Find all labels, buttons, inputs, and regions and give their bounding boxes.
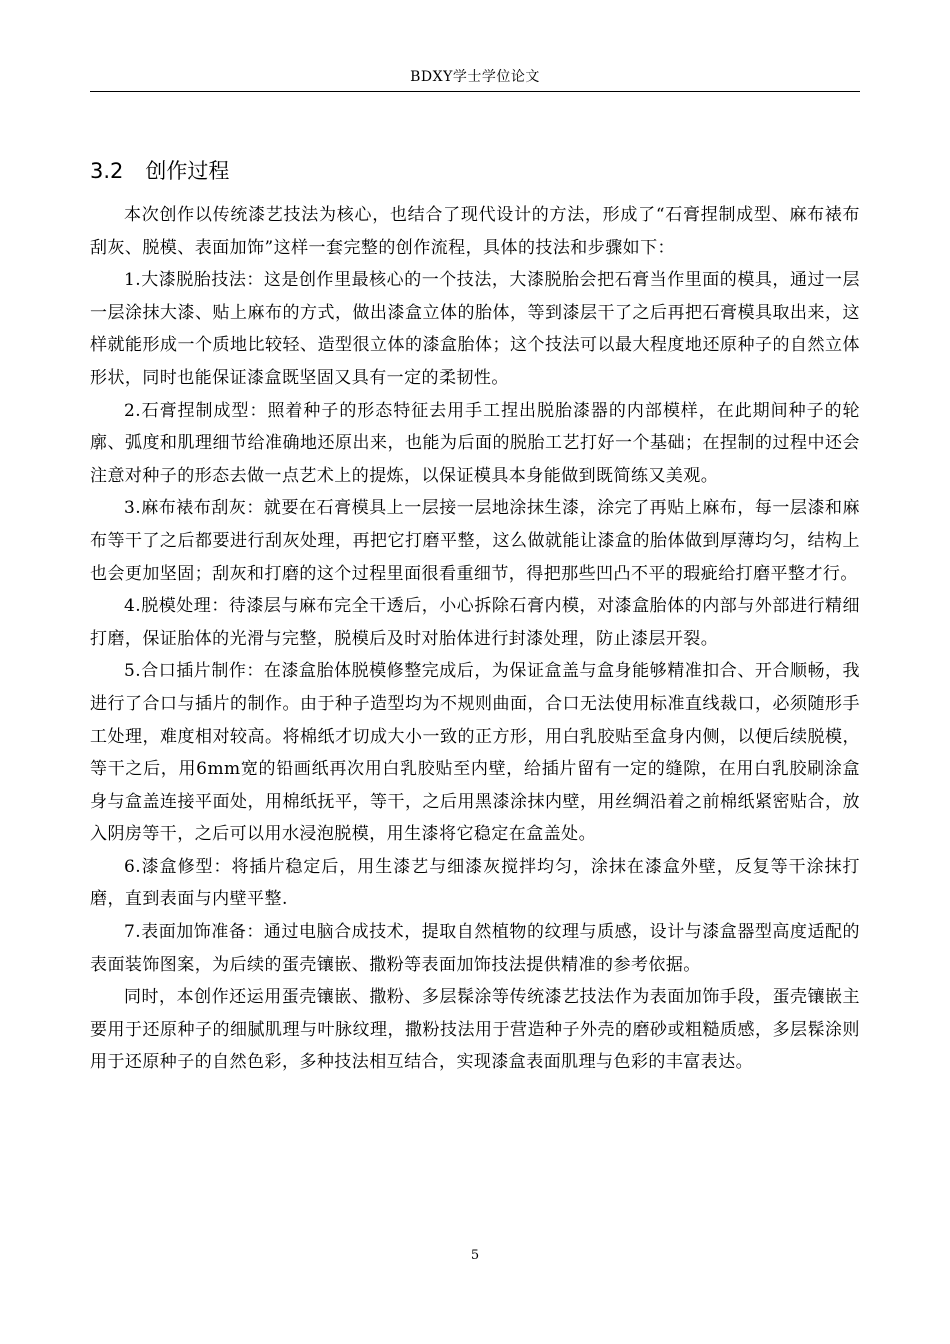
header-rule <box>90 91 860 92</box>
paragraph-step-7: 7.表面加饰准备：通过电脑合成技术，提取自然植物的纹理与质感，设计与漆盒器型高度适配的表面装饰图案，为后续的蛋壳镶嵌、撒粉等表面加饰技法提供精准的参考依据。 <box>90 922 860 975</box>
paragraph-step-2: 2.石膏捏制成型：照着种子的形态特征去用手工捏出脱胎漆器的内部模样，在此期间种子的轮廓、弧度和肌理细节给准确地还原出来，也能为后面的脱胎工艺打好一个基础；在捏制的过程中还会注意对种子的形态去做一点艺术上的提炼，以保证模具本身能做到既简练又美观。 <box>90 400 860 486</box>
section-number: 3.2 <box>90 159 124 183</box>
section-title-text: 创作过程 <box>145 159 230 183</box>
paragraph-conclusion: 同时，本创作还运用蛋壳镶嵌、撒粉、多层髹涂等传统漆艺技法作为表面加饰手段，蛋壳镶嵌主要用于还原种子的细腻肌理与叶脉纹理，撒粉技法用于营造种子外壳的磨砂或粗糙质感，多层髹涂则用于还原种子的自然色彩，多种技法相互结合，实现漆盒表面肌理与色彩的丰富表达。 <box>90 987 860 1073</box>
paragraph-step-4: 4.脱模处理：待漆层与麻布完全干透后，小心拆除石膏内模，对漆盒胎体的内部与外部进行精细打磨，保证胎体的光滑与完整，脱模后及时对胎体进行封漆处理，防止漆层开裂。 <box>90 596 860 649</box>
section-heading <box>90 155 229 185</box>
paragraph-step-1: 1.大漆脱胎技法：这是创作里最核心的一个技法，大漆脱胎会把石膏当作里面的模具，通过一层一层涂抹大漆、贴上麻布的方式，做出漆盒立体的胎体，等到漆层干了之后再把石膏模具取出来，这样就能形成一个质地比较轻、造型很立体的漆盒胎体；这个技法可以最大程度地还原种子的自然立体形状，同时也能保证漆盒既坚固又具有一定的柔韧性。 <box>90 270 860 388</box>
running-header: BDXY学士学位论文 <box>410 69 540 85</box>
paragraph-step-5: 5.合口插片制作：在漆盒胎体脱模修整完成后，为保证盒盖与盒身能够精准扣合、开合顺畅，我进行了合口与插片的制作。由于种子造型均为不规则曲面，合口无法使用标准直线裁口，必须随形手工处理，难度相对较高。将棉纸才切成大小一致的正方形，用白乳胶贴至盒身内侧，以便后续脱模，等干之后，用6mm宽的铅画纸再次用白乳胶贴至内壁，给插片留有一定的缝隙，在用白乳胶刷涂盒身与盒盖连接平面处，用棉纸抚平，等干，之后用黑漆涂抹内壁，用丝绸沿着之前棉纸紧密贴合，放入阴房等干，之后可以用水浸泡脱模，用生漆将它稳定在盒盖处。 <box>90 661 860 845</box>
page-number: 5 <box>470 1248 480 1263</box>
paragraph-step-3: 3.麻布裱布刮灰：就要在石膏模具上一层接一层地涂抹生漆，涂完了再贴上麻布，每一层漆和麻布等干了之后都要进行刮灰处理，再把它打磨平整，这么做就能让漆盒的胎体做到厚薄均匀，结构上也会更加坚固；刮灰和打磨的这个过程里面很看重细节，得把那些凹凸不平的瑕疵给打磨平整才行。 <box>90 498 860 584</box>
paragraph-intro: 本次创作以传统漆艺技法为核心，也结合了现代设计的方法，形成了“石膏捏制成型、麻布裱布刮灰、脱模、表面加饰”这样一套完整的创作流程，具体的技法和步骤如下： <box>90 205 860 258</box>
body-text <box>90 199 860 1079</box>
paragraph-step-6: 6.漆盒修型：将插片稳定后，用生漆艺与细漆灰搅拌均匀，涂抹在漆盒外壁，反复等干涂抹打磨，直到表面与内壁平整. <box>90 856 860 910</box>
